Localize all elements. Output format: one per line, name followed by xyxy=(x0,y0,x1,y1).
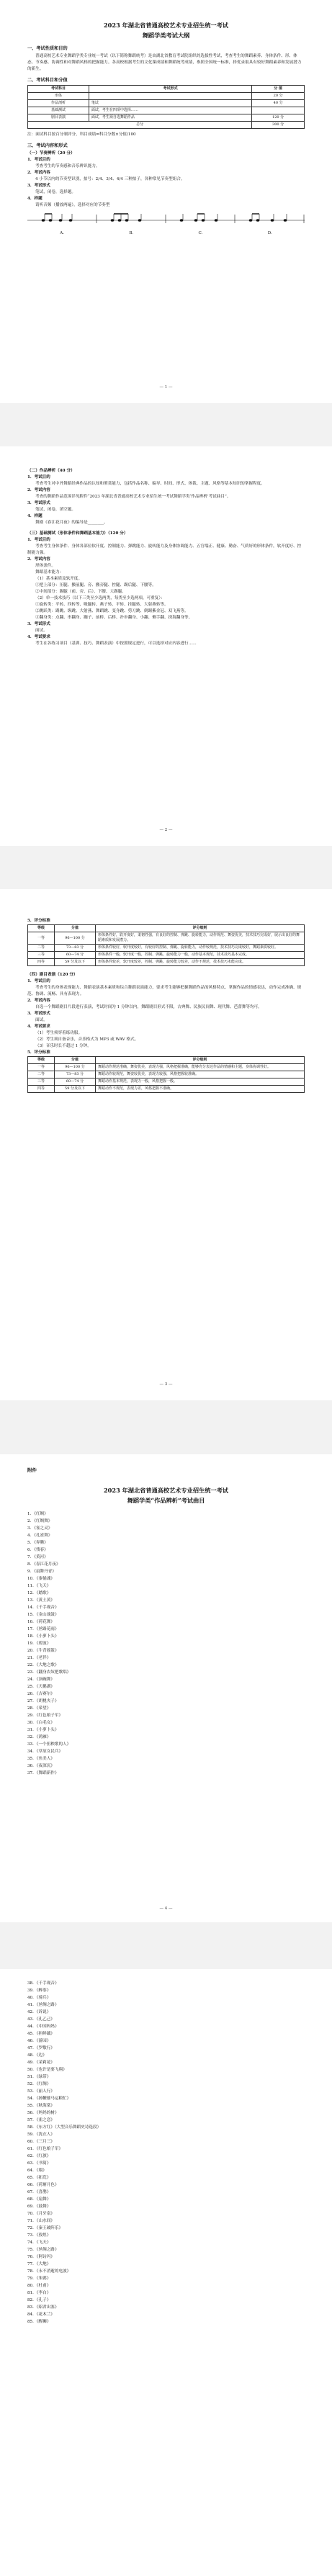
list-item: 45．《担鲜藕》 xyxy=(27,2032,55,2036)
table-row xyxy=(28,122,305,129)
paragraph: 考查的舞蹈作品范围详见附件“2023 年湖北省普通高校艺术专业招生统一考试舞蹈学类‘作品辨析’考试曲目”。 xyxy=(35,495,231,499)
list-item: 27．《胡桃夹子》 xyxy=(27,1699,59,1703)
formula-note: 注：面试科目按百分制评分，科目成绩=科目分数×分值/100 xyxy=(27,132,136,137)
paragraph: 考查考生的身体表现能力、舞蹈表演基本素质和综合舞蹈表演能力，要求考生能够把握舞蹈作品的风格特点、掌握作品的情感表达，动作完成准确、规范、协调、流畅、具有表现力。 xyxy=(27,986,302,996)
table-cell: 舞蹈动作基本规范，表现力一般，风格把握一般。 xyxy=(96,1078,305,1086)
table-header: 评分细则 xyxy=(96,925,305,932)
item-heading: 4．样题 xyxy=(27,197,42,201)
list-item: 15．《金山战鼓》 xyxy=(27,1613,59,1617)
paragraph: ②跳跃类：踢跳、纵跳、大射燕、舞蹈跳、变身跳、剪刀跳、倒踢紫金冠、双飞燕等。 xyxy=(35,609,189,613)
list-item: 35．《鱼美人》 xyxy=(27,1757,55,1761)
item-heading: 2．考试内容 xyxy=(27,999,50,1003)
table-cell: 形体条件一般，软开度一般，控制、弹跳、旋转能力一般，动作基本规范，技术技巧基本完成。 xyxy=(96,952,305,959)
attachment-subtitle: 舞蹈学类“作品辨析”考试曲目 xyxy=(127,1497,205,1504)
list-item: 22．《大地之歌》 xyxy=(27,1663,59,1667)
table-cell: 剧目表演 xyxy=(28,114,89,122)
list-item: 62．《红旗》 xyxy=(27,2154,51,2158)
list-item: 33．《一个扭秧歌的人》 xyxy=(27,1742,71,1747)
table-cell: 73—83 分 xyxy=(55,945,96,952)
list-item: 12．《踏歌》 xyxy=(27,1591,51,1595)
table-row xyxy=(28,114,305,122)
table-cell xyxy=(252,107,305,114)
list-item: 43．《孔乙己》 xyxy=(27,2017,55,2022)
list-item: 14．《千手观音》 xyxy=(27,1606,59,1610)
table-row xyxy=(28,932,305,945)
list-item: 37．《舞蹈新作》 xyxy=(27,1771,59,1775)
page-number: — 3 — xyxy=(159,1382,173,1387)
list-item: 28．《希望》 xyxy=(27,1706,51,1711)
list-item: 52．《红绸》 xyxy=(27,2082,51,2086)
list-item: 26．《吉赛尔》 xyxy=(27,1692,55,1696)
table-cell: 120 分 xyxy=(252,114,305,122)
table-row xyxy=(28,93,305,100)
list-item: 9．《扇舞丹青》 xyxy=(27,1570,56,1574)
table-cell: 300 分 xyxy=(252,122,305,129)
list-item: 18．《小萝卜头》 xyxy=(27,1634,59,1639)
paragraph: 舞蹈基本能力： xyxy=(35,570,64,575)
list-item: 51．《绿带》 xyxy=(27,2075,51,2079)
paragraph: （1）考生须穿着练功服。 xyxy=(35,1031,83,1035)
table-cell: 舞蹈动作不规范，表现力差，风格把握不准确。 xyxy=(96,1086,305,1093)
page-2 xyxy=(0,446,332,846)
list-item: 47．《罗敷行》 xyxy=(27,2046,55,2050)
paragraph: （3）音乐时长不超过 1 分钟。 xyxy=(35,1044,91,1048)
table-cell: 形体条件较好，软开度较好，有较好的控制、弹跳、旋转能力，动作较规范，技术技巧完成较好，舞蹈素质较好。 xyxy=(96,945,305,952)
list-item: 73．《敦煌》 xyxy=(27,2233,51,2238)
paragraph: 普通高校艺术专业舞蹈学类专业统一考试（以下简称舞蹈统考）是由湖北省教育考试院组织的选拔性考试，考查考生的舞蹈素养、身体条件、形、体态、节奏感、协调性和对舞蹈风格的把握能力。各高校根据考生的文化课成绩和舞蹈统考成绩，参照全国统一标准，择优录取具有较好舞蹈素养和发展潜力的新生。 xyxy=(27,54,302,71)
list-item: 63．《书简》 xyxy=(27,2161,51,2166)
list-item: 30．《白毛女》 xyxy=(27,1721,55,1725)
subjects-table xyxy=(27,85,305,129)
list-item: 76．《阿诗玛》 xyxy=(27,2255,55,2259)
paragraph: （1）基本素质及软开度。 xyxy=(35,577,83,581)
list-item: 50．《也许是要飞翔》 xyxy=(27,2068,67,2072)
list-item: 13．《黄土黄》 xyxy=(27,1598,55,1603)
list-item: 67．《喜鹊》 xyxy=(27,2190,51,2194)
table-cell: 二等 xyxy=(28,945,55,952)
paragraph: ③翻身类：点翻、串翻身、蹦子、前桥、后桥、扑步翻身、小翻、侧手翻、探海翻身等。 xyxy=(35,616,193,620)
list-item: 49．《茉莉花》 xyxy=(27,2061,55,2065)
table-cell xyxy=(89,93,251,100)
list-item: 17．《丝路花雨》 xyxy=(27,1627,59,1631)
table-cell: 三等 xyxy=(28,1078,55,1086)
list-item: 56．《妈妈的树》 xyxy=(27,2111,59,2115)
table-header: 等级 xyxy=(28,925,55,932)
list-item: 84．《花木兰》 xyxy=(27,2312,55,2317)
list-item: 68．《扇舞》 xyxy=(27,2197,51,2202)
list-item: 34．《草原女民兵》 xyxy=(27,1749,63,1754)
page-number: — 2 — xyxy=(159,828,173,832)
list-item: 74．《飞天》 xyxy=(27,2241,51,2245)
table-row xyxy=(28,952,305,959)
paragraph: 形体条件。 xyxy=(35,564,55,568)
table-cell: 二等 xyxy=(28,1071,55,1078)
list-item: 6．《残春》 xyxy=(27,1548,48,1552)
list-item: 10．《秦俑魂》 xyxy=(27,1577,55,1581)
table-cell: 面试，考生须自选舞蹈作品 xyxy=(89,114,251,122)
list-item: 11．《飞天》 xyxy=(27,1584,51,1588)
paragraph: 考查考生身体条件、身体各部位软开度、控制能力、弹跳能力、旋转能力及身体协调能力、五官端正、健康、勤奋、气质好的形体条件，软开度好、控制能力强。 xyxy=(27,544,302,555)
list-item: 80．《杜甫》 xyxy=(27,2284,51,2288)
item-heading: 2．考试内容 xyxy=(27,488,50,492)
list-item: 16．《荷花舞》 xyxy=(27,1620,55,1624)
list-item: 32．《鸿雁》 xyxy=(27,1735,51,1739)
table-row xyxy=(28,1078,305,1086)
list-item: 7．《黄河》 xyxy=(27,1555,48,1559)
attachment-label: 附件 xyxy=(27,1467,37,1473)
paragraph: 请听音频（播放两遍），选择对应的节奏型 xyxy=(35,203,110,207)
list-item: 4．《孔雀舞》 xyxy=(27,1534,53,1538)
paragraph: ②中间部分：踢腿（前、旁、后）、下腰、大踢腿。 xyxy=(35,590,126,594)
item-heading: 1．考试目的 xyxy=(27,538,50,542)
item-heading: 4．考试要求 xyxy=(27,1024,50,1029)
table-cell: 59 分及以下 xyxy=(55,959,96,966)
page-gap xyxy=(0,403,332,446)
answer-options xyxy=(27,231,305,235)
list-item: 25．《天鹅湖》 xyxy=(27,1685,55,1689)
paragraph: 舞剧《春江花月夜》的编导是________。 xyxy=(35,521,108,525)
table-cell: 总分 xyxy=(28,122,252,129)
document-title: 2023 年湖北省普通高校艺术专业招生统一考试 xyxy=(103,22,228,29)
subsection-heading: （二）作品辨析（40 分） xyxy=(27,469,75,473)
table-header: 等级 xyxy=(28,1057,55,1064)
item-heading: 1．考试目的 xyxy=(27,979,50,983)
item-heading: 5．评分标准 xyxy=(27,919,50,923)
item-heading: 4．样题 xyxy=(27,514,42,518)
table-cell: 舞蹈动作规范准确，舞姿优美，表现力强，风格把握准确，能够充分表达作品的情感和主题，身体协调性好。 xyxy=(96,1064,305,1071)
list-item: 78．《永不消逝的电波》 xyxy=(27,2269,71,2274)
list-item: 66．《荷塘月色》 xyxy=(27,2183,59,2187)
table-header: 分值 xyxy=(55,925,96,932)
list-item: 42．《诉说》 xyxy=(27,2010,51,2014)
table-cell: 形体 xyxy=(28,93,89,100)
item-heading: 3．考试形式 xyxy=(27,1012,50,1016)
paragraph: 考查考生的节奏感和音乐辨识能力。 xyxy=(35,164,100,168)
list-item: 29．《红色娘子军》 xyxy=(27,1713,63,1718)
list-item: 39．《醉茶》 xyxy=(27,1989,51,1993)
paragraph: 4 小节以内的节奏型识别，拍号：2/4、3/4、4/4 三种拍子，各种常见节奏型组合。 xyxy=(35,177,185,181)
list-item: 61．《红色娘子军》 xyxy=(27,2147,63,2151)
list-item: 64．《翔》 xyxy=(27,2169,47,2173)
table-header: 评分细则 xyxy=(96,1057,305,1064)
table-cell: 舞蹈动作较规范，舞姿较优美，表现力较强，风格把握较准确。 xyxy=(96,1071,305,1078)
repertoire-list xyxy=(27,1510,305,1777)
page-gap xyxy=(0,846,332,889)
list-item: 24．《顶碗舞》 xyxy=(27,1677,55,1682)
paragraph: 笔试，闭卷，选择题。 xyxy=(35,190,76,194)
list-item: 2．《红绸舞》 xyxy=(27,1519,53,1523)
page-number: — 1 — xyxy=(159,385,173,389)
document-subtitle: 舞蹈学类考试大纲 xyxy=(142,32,190,39)
page-1 xyxy=(0,0,332,403)
option-label: B. xyxy=(129,231,134,235)
scoring-table xyxy=(27,1056,305,1093)
rhythm-notation-image xyxy=(27,212,305,230)
table-header: 分 值 xyxy=(252,86,305,93)
list-item: 77．《大地》 xyxy=(27,2262,51,2266)
table-cell: 60—74 分 xyxy=(55,1078,96,1086)
table-cell: 一等 xyxy=(28,1064,55,1071)
list-item: 31．《小萝卜头》 xyxy=(27,1728,59,1732)
table-cell: 形体条件好，软开度好，柔韧性强，有良好的控制、弹跳、旋转能力，动作规范、舞姿优美，技术技巧完成好，展示出良好的舞蹈素质和发展潜力。 xyxy=(96,932,305,945)
list-item: 8．《春江花月夜》 xyxy=(27,1562,60,1567)
list-item: 20．《牛背摇篮》 xyxy=(27,1649,59,1653)
list-item: 65．《拓荒》 xyxy=(27,2176,51,2180)
item-heading: 1．考试目的 xyxy=(27,475,50,479)
paragraph: 笔试，闭卷，填空题。 xyxy=(35,508,76,512)
page-number: — 4 — xyxy=(159,1906,173,1911)
list-item: 72．《秦王破阵乐》 xyxy=(27,2226,63,2230)
paragraph: 自选一个舞蹈剧目片段进行表演，考试时间为 1 分钟以内，舞蹈剧目形式不限，古典舞、民族民间舞、现代舞、芭蕾舞等均可。 xyxy=(35,1005,262,1009)
paragraph: 考生在各练习项目（基训、技巧、舞蹈表演）中按照规定进行，可以选择对应内容进行…… xyxy=(35,641,197,646)
subsection-heading: （四）剧目表演（120 分） xyxy=(27,973,78,977)
table-row xyxy=(28,107,305,114)
page-5 xyxy=(0,1969,332,2576)
paragraph: 面试。 xyxy=(35,629,48,633)
list-item: 38．《千手观音》 xyxy=(27,1981,59,1986)
item-heading: 3．考试形式 xyxy=(27,622,50,626)
table-cell: 73—83 分 xyxy=(55,1071,96,1078)
table-cell: 一等 xyxy=(28,932,55,945)
page-3 xyxy=(0,889,332,1400)
table-cell: 面试，考生在四项中选择…… xyxy=(89,107,251,114)
list-item: 83．《昭君出塞》 xyxy=(27,2305,59,2310)
list-item: 70．《月牙泉》 xyxy=(27,2212,55,2216)
table-cell: 三等 xyxy=(28,952,55,959)
section-heading: 一、考试性质和目的 xyxy=(27,46,68,51)
table-cell: 96—100 分 xyxy=(55,932,96,945)
scoring-table xyxy=(27,924,305,966)
table-cell: 40 分 xyxy=(252,100,305,107)
list-item: 58．《东方红》（大型音乐舞蹈史诗选段） xyxy=(27,2125,102,2130)
table-header: 考试形式 xyxy=(89,86,251,93)
paragraph: 面试。 xyxy=(35,1018,48,1022)
table-header: 分值 xyxy=(55,1057,96,1064)
list-item: 54．《扬鞭催马运粮忙》 xyxy=(27,2097,71,2101)
table-cell: 60—74 分 xyxy=(55,952,96,959)
table-row xyxy=(28,959,305,966)
section-heading: 三、考试内容和形式 xyxy=(27,143,68,148)
list-item: 75．《丝绸之路》 xyxy=(27,2248,59,2252)
list-item: 60．《三月三》 xyxy=(27,2140,55,2144)
table-cell: 96—100 分 xyxy=(55,1064,96,1071)
list-item: 53．《丽人行》 xyxy=(27,2089,55,2094)
list-item: 5．《奔腾》 xyxy=(27,1541,48,1545)
subsection-heading: （三）基础测试（形体条件和舞蹈基本能力）（120 分） xyxy=(27,531,128,536)
item-heading: 2．考试内容 xyxy=(27,557,50,562)
list-item: 81．《李白》 xyxy=(27,2291,51,2295)
item-heading: 4．考试要求 xyxy=(27,635,50,639)
attachment-title: 2023 年湖北省普通高校艺术专业招生统一考试 xyxy=(103,1487,228,1494)
table-row xyxy=(28,1086,305,1093)
table-cell: 四等 xyxy=(28,959,55,966)
subsection-heading: （一）节奏辨听（20 分） xyxy=(27,151,75,156)
table-row xyxy=(28,1071,305,1078)
item-heading: 3．考试形式 xyxy=(27,184,50,188)
section-heading: 二、考试科目和分值 xyxy=(27,78,68,83)
list-item: 40．《骑兵》 xyxy=(27,1996,51,2000)
table-cell: 59 分及以下 xyxy=(55,1086,96,1093)
list-item: 3．《雀之灵》 xyxy=(27,1526,53,1531)
item-heading: 5．评分标准 xyxy=(27,1050,50,1055)
option-label: D. xyxy=(267,231,272,235)
list-item: 41．《丝绸之路》 xyxy=(27,2003,59,2007)
list-item: 79．《朱鹮》 xyxy=(27,2276,51,2281)
table-cell: 20 分 xyxy=(252,93,305,100)
table-cell: 笔试 xyxy=(89,100,251,107)
page-gap xyxy=(0,1922,332,1969)
list-item: 82．《孔子》 xyxy=(27,2298,51,2302)
list-item: 36．《夜深沉》 xyxy=(27,1764,55,1768)
table-cell: 四等 xyxy=(28,1086,55,1093)
item-heading: 2．考试内容 xyxy=(27,171,50,175)
item-heading: 3．考试形式 xyxy=(27,501,50,505)
list-item: 69．《鼓舞》 xyxy=(27,2205,51,2209)
list-item: 21．《老伴》 xyxy=(27,1656,51,1660)
list-item: 1．《红绸》 xyxy=(27,1512,48,1516)
paragraph: ①旋转类：平转、四转等、吸腿转、燕子转、平转、挂腿转、大射燕转等。 xyxy=(35,603,169,607)
list-item: 23．《翻身农奴把歌唱》 xyxy=(27,1670,71,1675)
list-item: 55．《秋海棠》 xyxy=(27,2104,55,2108)
list-item: 59．《洗衣人》 xyxy=(27,2133,55,2137)
item-heading: 1．考试目的 xyxy=(27,158,50,162)
table-header: 考试科目 xyxy=(28,86,89,93)
page-4 xyxy=(0,1454,332,1922)
paragraph: ①把上部分：压腿、搬前腿、旁、搬旁腿、控腿、踢后腿、下腰等。 xyxy=(35,583,156,587)
list-item: 46．《游园》 xyxy=(27,2039,51,2043)
list-item: 57．《雀之恋》 xyxy=(27,2118,55,2122)
table-cell: 基础测试 xyxy=(28,107,89,114)
table-cell: 作品剖析 xyxy=(28,100,89,107)
list-item: 71．《山水间》 xyxy=(27,2219,55,2223)
table-cell: 形体条件较差，软开度较差，控制、弹跳、旋转能力较差，动作不规范，技术技巧未能完成。 xyxy=(96,959,305,966)
repertoire-list xyxy=(27,1980,305,2325)
option-label: A. xyxy=(60,231,64,235)
paragraph: （2）考生须自备音乐，音乐格式为 MP3 或 WAV 格式。 xyxy=(35,1037,139,1042)
paragraph: （2）单一技术技巧（以下三类至少选两类，每类至少选两项，可重复）： xyxy=(35,596,165,600)
page-gap xyxy=(0,1400,332,1454)
table-row xyxy=(28,100,305,107)
list-item: 44．《中国妈妈》 xyxy=(27,2025,59,2029)
option-label: C. xyxy=(198,231,203,235)
table-row xyxy=(28,945,305,952)
list-item: 85．《醒狮》 xyxy=(27,2320,51,2324)
list-item: 48．《边》 xyxy=(27,2053,47,2058)
list-item: 19．《碧波》 xyxy=(27,1641,51,1646)
table-row xyxy=(28,1064,305,1071)
paragraph: 考查考生对中外舞蹈经典作品的认知和鉴赏能力，包括作品名称、编导、时间、形式、体裁、主题、风格等基本知识的掌握程度。 xyxy=(35,482,265,486)
